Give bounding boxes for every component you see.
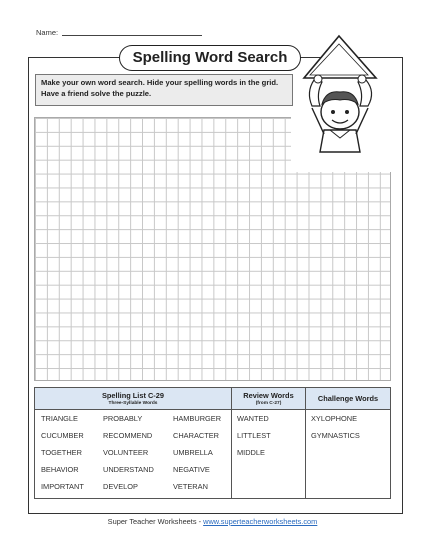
spelling-word: VOLUNTEER (103, 448, 149, 457)
column-divider (305, 410, 306, 498)
name-line[interactable] (62, 35, 202, 36)
spelling-list-header (35, 388, 232, 410)
spelling-word: CUCUMBER (41, 431, 84, 440)
footer (0, 517, 425, 526)
name-label: Name: (36, 28, 59, 37)
column-divider (231, 410, 232, 498)
review-words-subtitle: (from C-27) (255, 401, 282, 406)
spelling-word: UMBRELLA (173, 448, 213, 457)
spelling-list-subtitle: Three-Syllable Words (108, 401, 158, 406)
spelling-word: VETERAN (173, 482, 208, 491)
review-words-title: Review Words (243, 391, 294, 400)
spelling-list-title: Spelling List C-29 (101, 391, 164, 400)
review-word: WANTED (237, 414, 269, 423)
spelling-word: NEGATIVE (173, 465, 210, 474)
challenge-word: GYMNASTICS (311, 431, 360, 440)
kid-holding-triangle-illustration (292, 34, 392, 174)
review-word: MIDDLE (237, 448, 265, 457)
instructions-box: Make your own word search. Hide your spelling words in the grid. Have a friend solve the puzzle. (35, 74, 293, 106)
spelling-word: TOGETHER (41, 448, 82, 457)
page-title: Spelling Word Search (119, 45, 301, 71)
spelling-word: RECOMMEND (103, 431, 153, 440)
spelling-word: IMPORTANT (41, 482, 84, 491)
spelling-word: CHARACTER (173, 431, 219, 440)
spelling-word: HAMBURGER (173, 414, 222, 423)
spelling-word: BEHAVIOR (41, 465, 79, 474)
review-words-header (232, 388, 306, 410)
challenge-words-title: Challenge Words (317, 394, 379, 403)
review-word: LITTLEST (237, 431, 271, 440)
spelling-word: PROBABLY (103, 414, 143, 423)
footer-text: Super Teacher Worksheets - (107, 517, 204, 526)
name-field (36, 28, 202, 37)
spelling-word: TRIANGLE (41, 414, 78, 423)
spelling-word: UNDERSTAND (103, 465, 154, 474)
challenge-word: XYLOPHONE (311, 414, 358, 423)
footer-link[interactable]: www.superteacherworksheets.com (203, 517, 318, 526)
spelling-word-table (34, 387, 391, 499)
challenge-words-header (306, 388, 390, 410)
spelling-word: DEVELOP (103, 482, 138, 491)
